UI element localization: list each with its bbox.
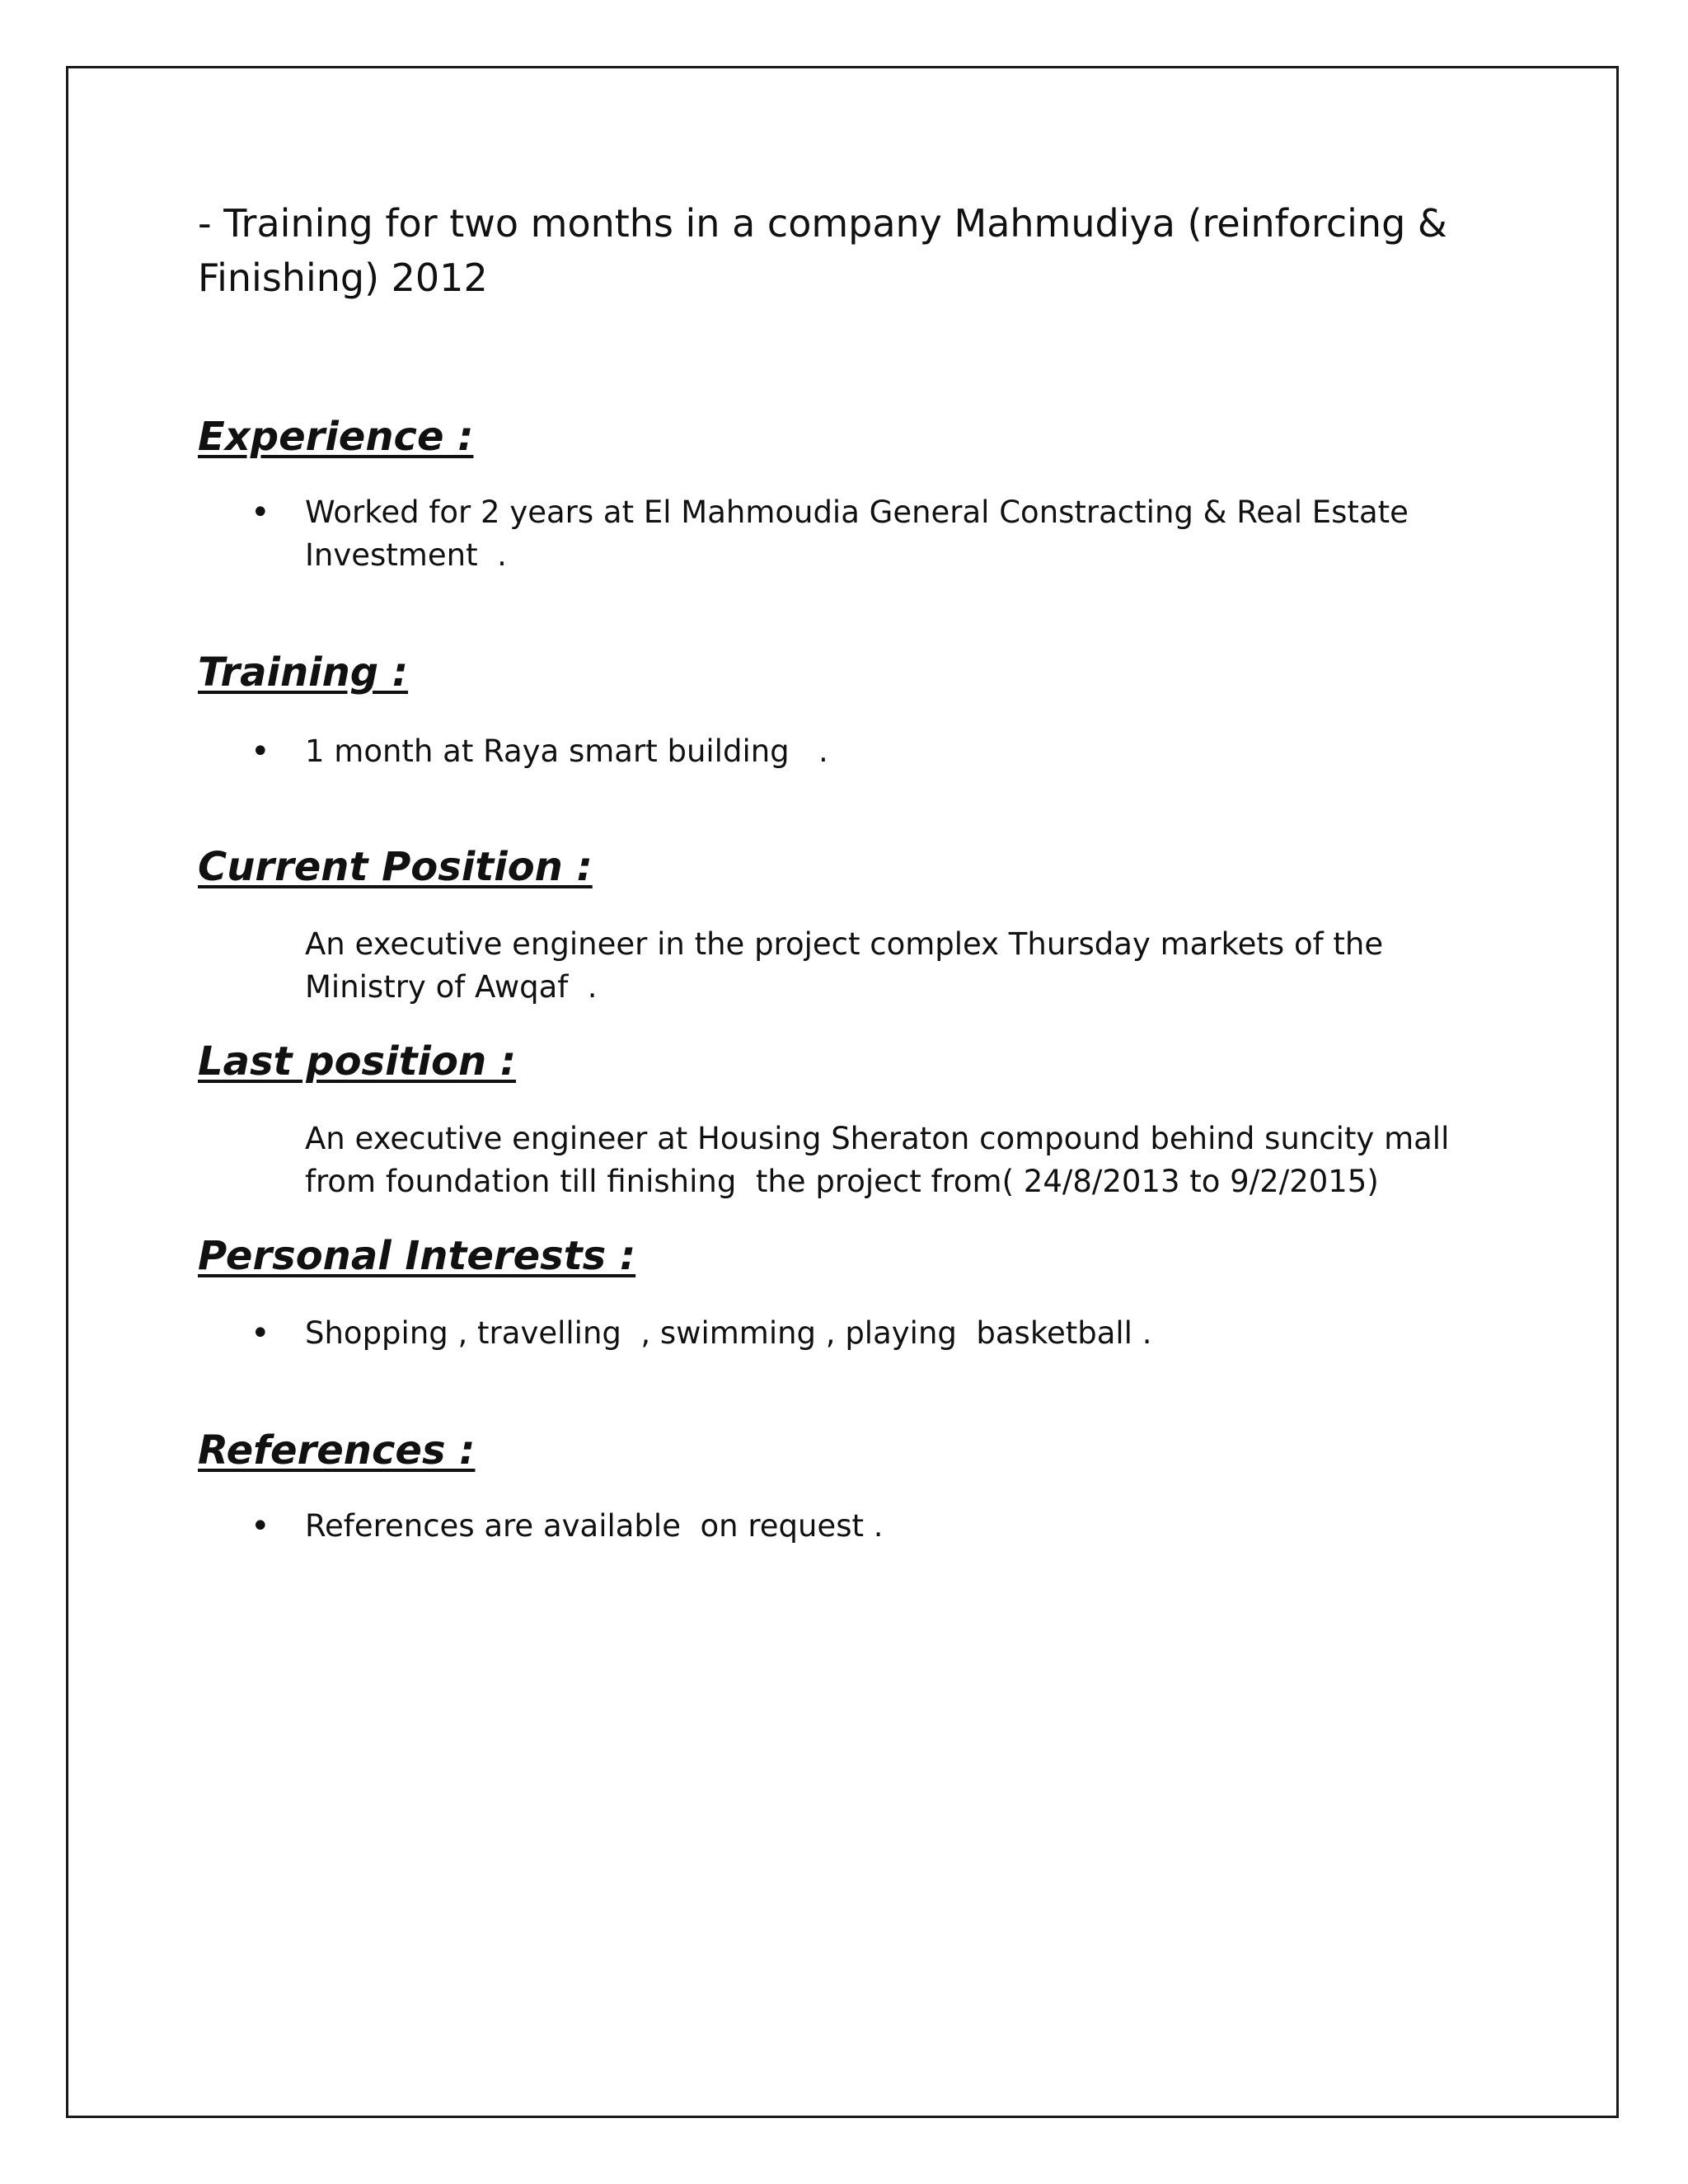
section-heading-training: Training :: [198, 649, 409, 696]
section-heading-last-position: Last position :: [198, 1038, 517, 1085]
section-heading-references: References :: [198, 1427, 476, 1474]
section-heading-personal-interests: Personal Interests :: [198, 1233, 636, 1279]
training-line: 1 month at Raya smart building .: [305, 733, 828, 769]
personal-interests-item: [305, 1312, 1492, 1355]
intro-line: Finishing) 2012: [198, 255, 488, 300]
bullet-icon: •: [251, 733, 270, 771]
current-position-line: Ministry of Awqaf .: [305, 969, 598, 1005]
last-position-line: from foundation till finishing the project from( 24/8/2013 to 9/2/2015): [305, 1164, 1379, 1199]
experience-item: [305, 491, 1492, 577]
last-position-text: [305, 1118, 1492, 1203]
current-position-line: An executive engineer in the project complex Thursday markets of the: [305, 926, 1384, 962]
section-heading-current-position: Current Position :: [198, 844, 593, 890]
experience-line: Investment .: [305, 537, 507, 573]
bullet-icon: •: [251, 1507, 270, 1545]
references-line: References are available on request .: [305, 1508, 884, 1544]
intro-line: - Training for two months in a company Mahmudiya (reinforcing &: [198, 201, 1447, 246]
bullet-icon: •: [251, 494, 270, 532]
last-position-line: An executive engineer at Housing Sheraton compound behind suncity mall: [305, 1121, 1450, 1156]
references-item: [305, 1505, 1492, 1548]
current-position-text: [305, 923, 1492, 1009]
personal-interests-line: Shopping , travelling , swimming , playing basketball .: [305, 1315, 1152, 1351]
section-heading-experience: Experience :: [198, 414, 474, 460]
experience-line: Worked for 2 years at El Mahmoudia General Constracting & Real Estate: [305, 494, 1409, 530]
training-item: [305, 730, 1492, 773]
intro-paragraph: [198, 196, 1517, 305]
bullet-icon: •: [251, 1315, 270, 1352]
page-border: [66, 66, 1619, 2118]
